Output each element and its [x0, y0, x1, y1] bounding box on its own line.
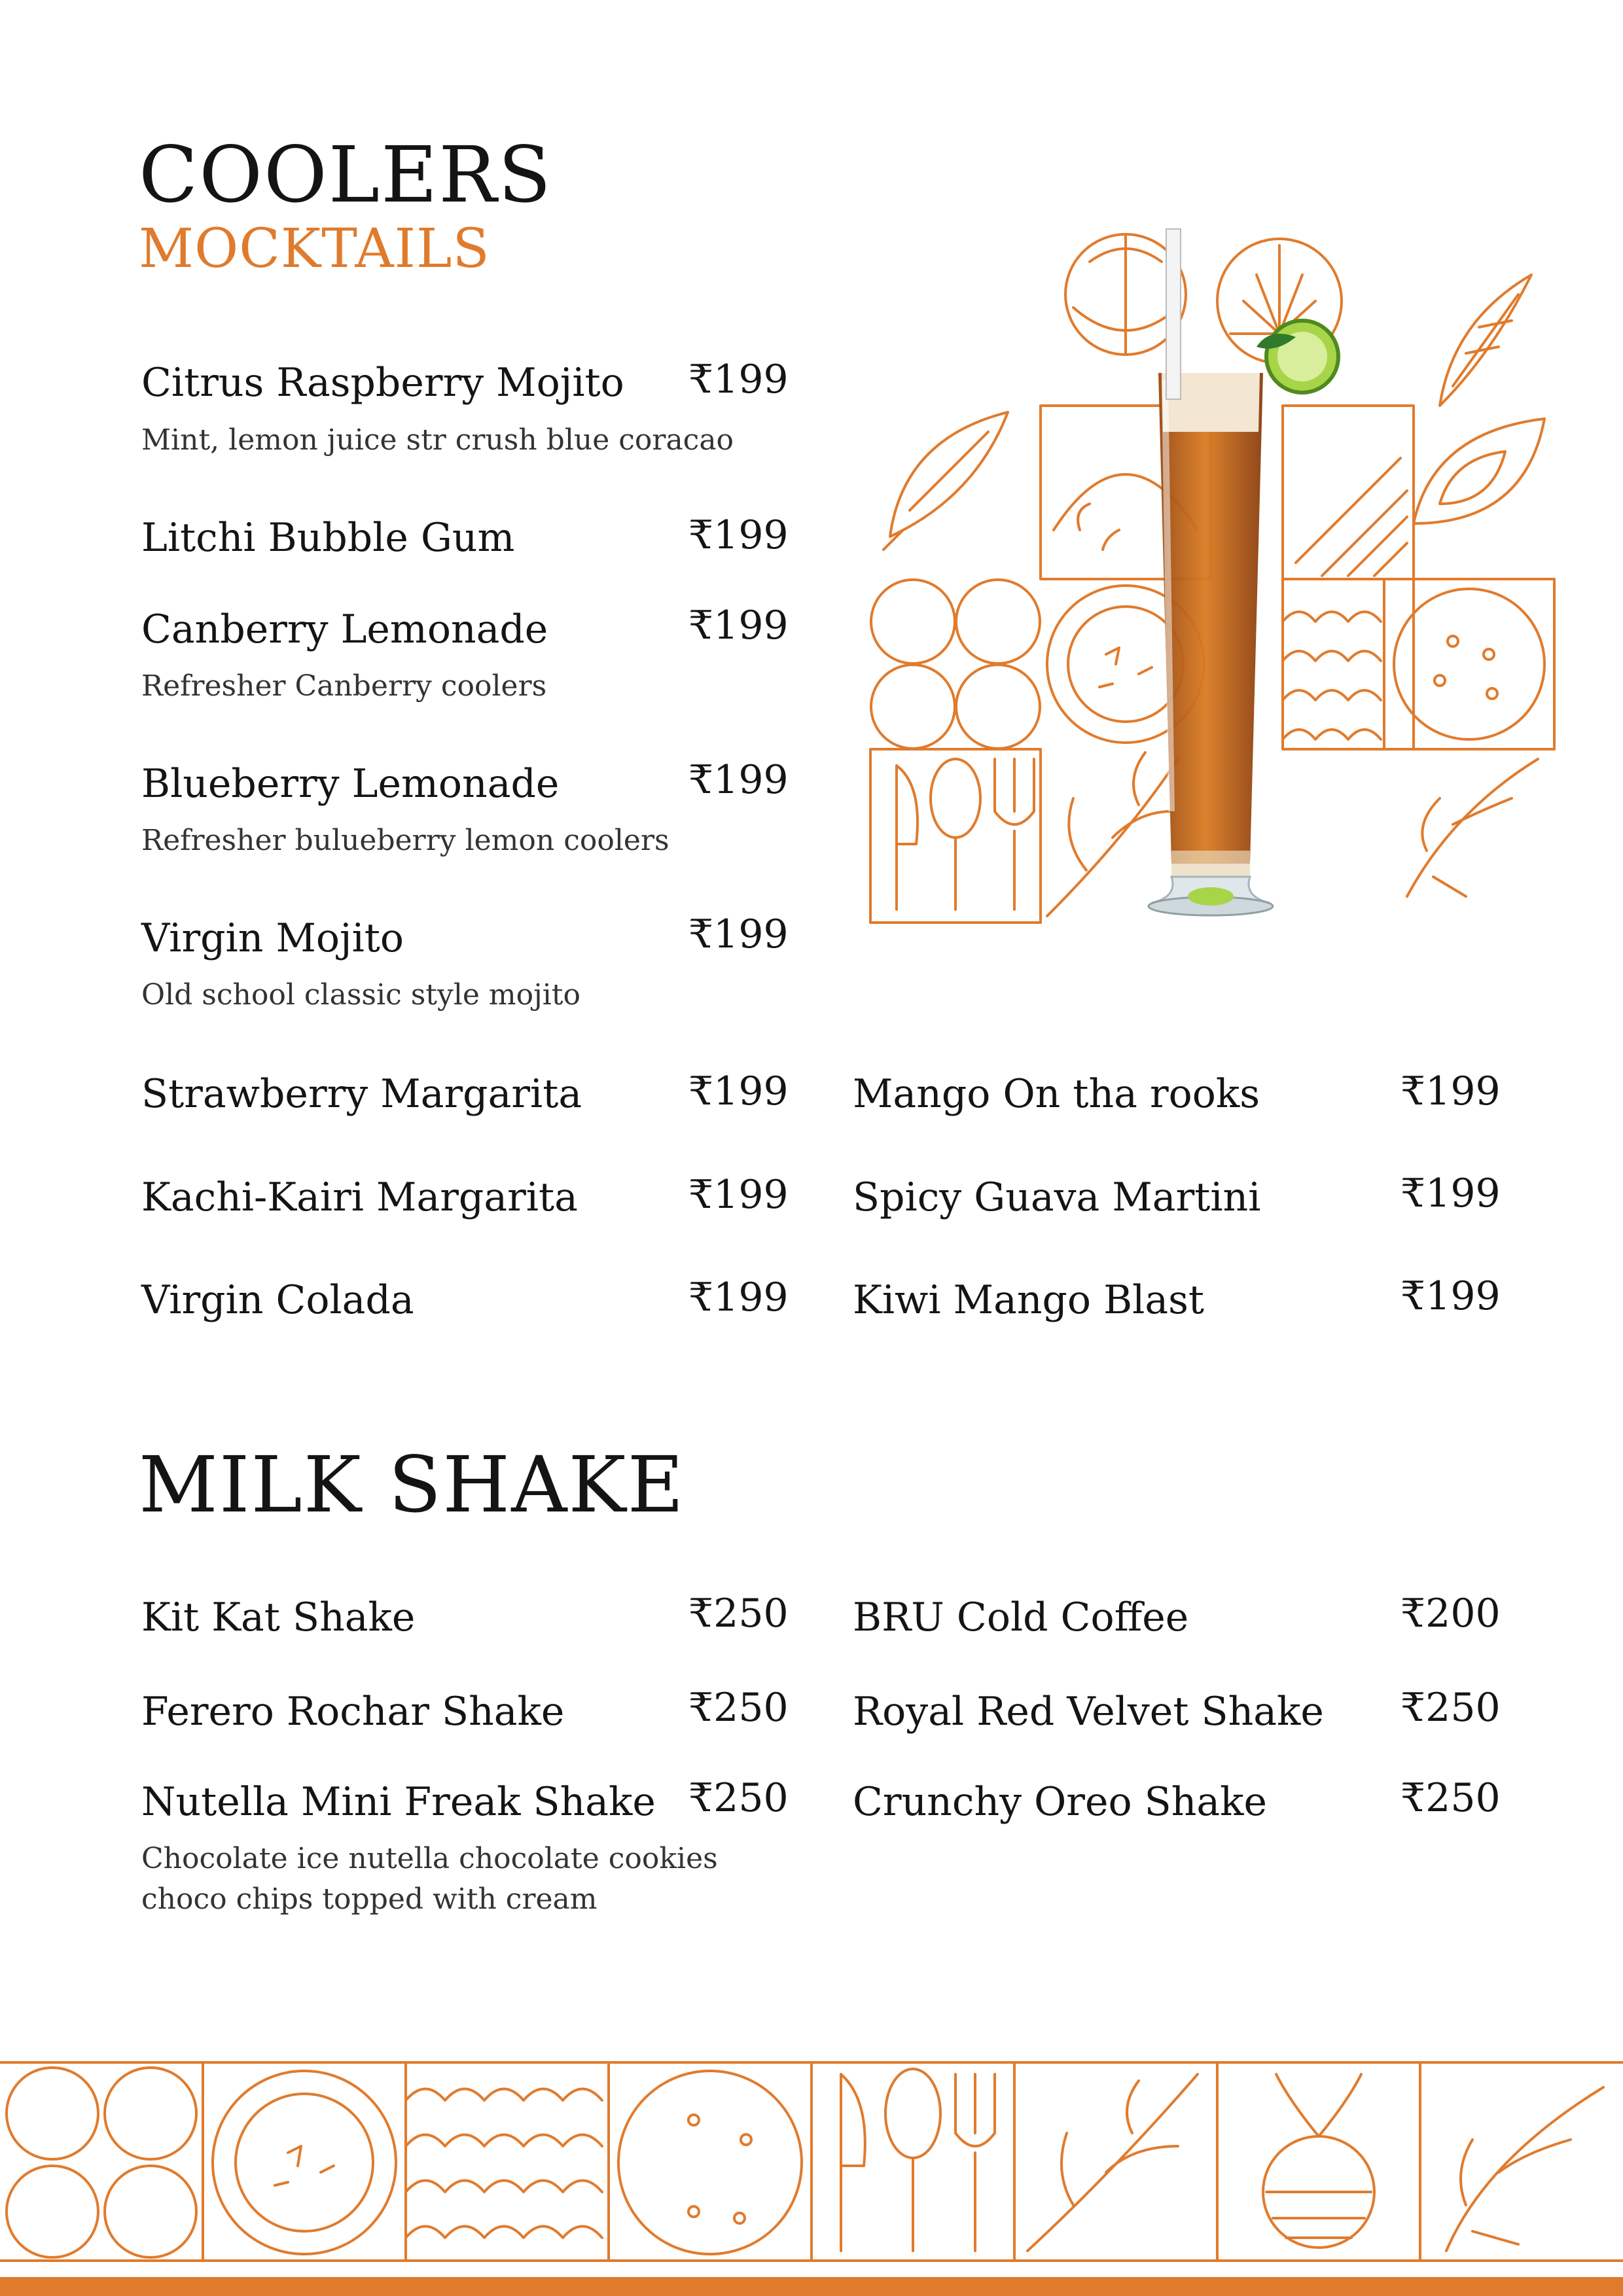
description-line: choco chips topped with cream — [141, 1882, 597, 1916]
menu-item-name: Citrus Raspberry Mojito — [141, 360, 624, 406]
footer-border — [0, 2061, 1623, 2296]
milkshake-title: MILK SHAKE — [139, 1439, 685, 1530]
menu-item-description: Mint, lemon juice str crush blue coracao — [141, 423, 734, 457]
menu-item-price: ₹199 — [1400, 1171, 1501, 1216]
description-line: Chocolate ice nutella chocolate cookies — [141, 1842, 718, 1875]
menu-item-price: ₹199 — [688, 512, 789, 558]
menu-item-price: ₹200 — [1400, 1591, 1501, 1636]
menu-item-description: Refresher bulueberry lemon coolers — [141, 824, 669, 857]
menu-item-name: BRU Cold Coffee — [853, 1595, 1189, 1640]
drink-glass-with-food-line-art-icon — [864, 222, 1564, 929]
menu-item-description: Refresher Canberry coolers — [141, 669, 547, 703]
menu-item-name: Canberry Lemonade — [141, 607, 548, 652]
menu-item-name: Litchi Bubble Gum — [141, 515, 515, 561]
menu-item-price: ₹199 — [1400, 1273, 1501, 1319]
menu-item-name: Royal Red Velvet Shake — [853, 1689, 1324, 1735]
menu-item-name: Kachi-Kairi Margarita — [141, 1174, 578, 1220]
menu-item-price: ₹250 — [1400, 1685, 1501, 1731]
menu-item-price: ₹199 — [688, 1172, 789, 1218]
menu-item-price: ₹199 — [688, 757, 789, 803]
menu-item-price: ₹250 — [688, 1591, 789, 1636]
food-line-art-border-icon — [0, 2061, 1623, 2296]
mocktails-subtitle: MOCKTAILS — [139, 218, 490, 280]
menu-item-name: Blueberry Lemonade — [141, 761, 560, 807]
coolers-title: COOLERS — [139, 130, 552, 220]
menu-item-price: ₹199 — [688, 911, 789, 957]
menu-item-price: ₹250 — [688, 1685, 789, 1731]
menu-item-name: Kiwi Mango Blast — [853, 1277, 1205, 1323]
menu-item-price: ₹199 — [688, 603, 789, 648]
menu-item-name: Mango On tha rooks — [853, 1071, 1260, 1117]
menu-item-name: Virgin Colada — [141, 1277, 414, 1323]
menu-item-name: Virgin Mojito — [141, 915, 404, 961]
menu-item-name: Strawberry Margarita — [141, 1071, 582, 1117]
menu-item-price: ₹199 — [1400, 1069, 1501, 1114]
menu-item-price: ₹199 — [688, 1069, 789, 1114]
menu-item-description: Old school classic style mojito — [141, 978, 581, 1012]
menu-item-price: ₹250 — [688, 1775, 789, 1821]
menu-item-name: Spicy Guava Martini — [853, 1174, 1261, 1220]
menu-item-price: ₹250 — [1400, 1775, 1501, 1821]
drink-illustration — [864, 222, 1564, 929]
menu-item-price: ₹199 — [688, 1275, 789, 1320]
menu-item-name: Crunchy Oreo Shake — [853, 1779, 1268, 1825]
menu-item-price: ₹199 — [688, 357, 789, 402]
menu-item-description — [141, 1839, 718, 1920]
menu-item-name: Nutella Mini Freak Shake — [141, 1779, 656, 1825]
menu-item-name: Ferero Rochar Shake — [141, 1689, 565, 1735]
menu-item-name: Kit Kat Shake — [141, 1595, 416, 1640]
